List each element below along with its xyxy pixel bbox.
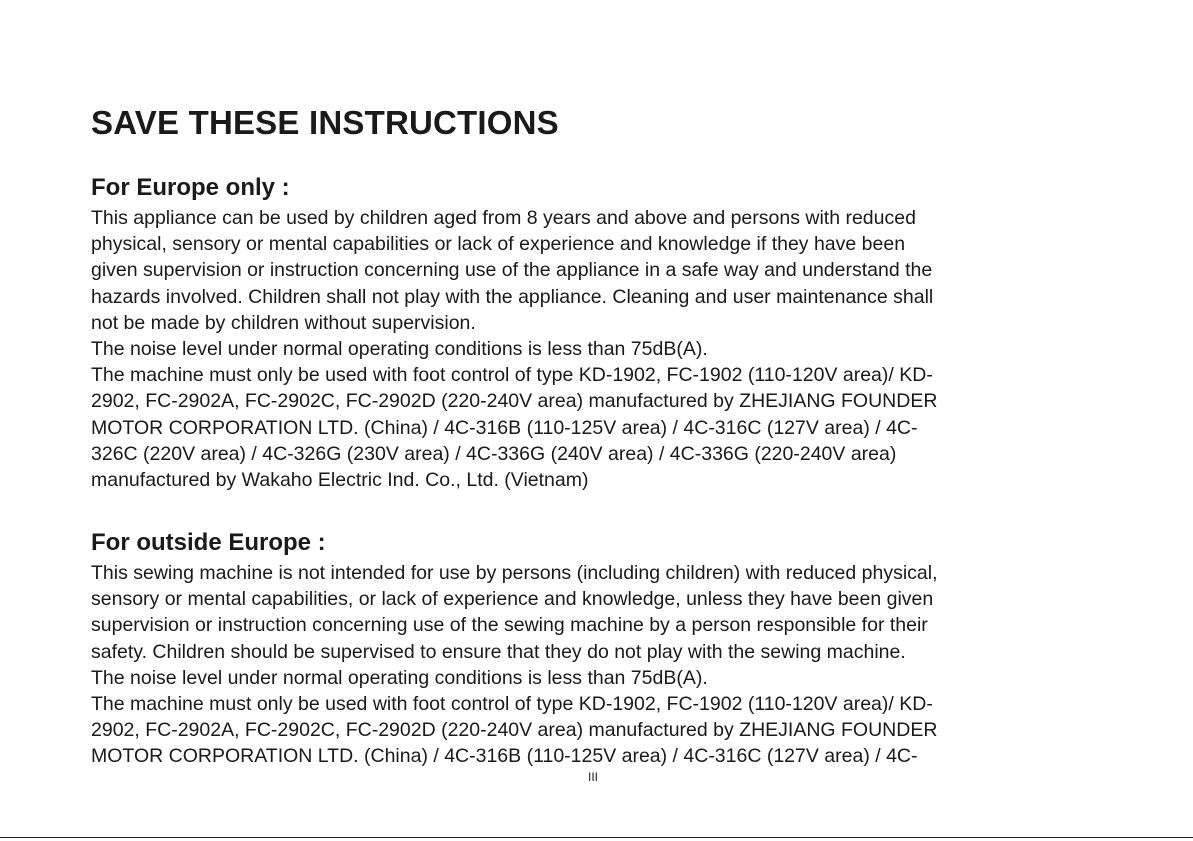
bottom-divider	[0, 837, 1193, 838]
page-number: III	[588, 770, 599, 784]
section-body-europe	[91, 205, 937, 493]
section-heading-europe: For Europe only :	[91, 174, 290, 201]
section-outside-europe	[91, 528, 938, 770]
body-line: The machine must only be used with foot control of type KD-1902, FC-1902 (110-120V area)/ KD-	[91, 364, 933, 387]
body-line: physical, sensory or mental capabilities or lack of experience and knowledge if they have been	[91, 233, 906, 256]
body-line: MOTOR CORPORATION LTD. (China) / 4C-316B (110-125V area) / 4C-316C (127V area) / 4C-	[91, 745, 918, 768]
body-line: given supervision or instruction concerning use of the appliance in a safe way and understand the	[91, 259, 933, 282]
body-line: 2902, FC-2902A, FC-2902C, FC-2902D (220-240V area) manufactured by ZHEJIANG FOUNDER	[91, 719, 938, 742]
body-line: MOTOR CORPORATION LTD. (China) / 4C-316B (110-125V area) / 4C-316C (127V area) / 4C-	[91, 416, 918, 439]
body-line: This appliance can be used by children aged from 8 years and above and persons with reduced	[91, 207, 916, 229]
page-title: SAVE THESE INSTRUCTIONS	[91, 104, 559, 141]
body-line: hazards involved. Children shall not play with the appliance. Cleaning and user maintenance shall	[91, 285, 934, 308]
body-line: not be made by children without supervision.	[91, 311, 476, 334]
body-line: manufactured by Wakaho Electric Ind. Co., Ltd. (Vietnam)	[91, 468, 589, 491]
body-line: 326C (220V area) / 4C-326G (230V area) / 4C-336G (240V area) / 4C-336G (220-240V area)	[91, 442, 897, 465]
body-line: The noise level under normal operating conditions is less than 75dB(A).	[91, 666, 708, 689]
body-line: supervision or instruction concerning use of the sewing machine by a person responsible for their	[91, 614, 928, 637]
body-line: safety. Children should be supervised to ensure that they do not play with the sewing machine.	[91, 640, 906, 663]
body-line: The machine must only be used with foot control of type KD-1902, FC-1902 (110-120V area)/ KD-	[91, 692, 933, 715]
section-body-outside-europe	[91, 560, 938, 770]
section-europe-only	[91, 173, 937, 493]
body-line: The noise level under normal operating conditions is less than 75dB(A).	[91, 337, 708, 360]
body-line: This sewing machine is not intended for use by persons (including children) with reduced physical,	[91, 562, 938, 584]
section-heading-outside-europe: For outside Europe :	[91, 529, 326, 556]
body-line: 2902, FC-2902A, FC-2902C, FC-2902D (220-240V area) manufactured by ZHEJIANG FOUNDER	[91, 390, 938, 413]
body-line: sensory or mental capabilities, or lack of experience and knowledge, unless they have been given	[91, 588, 934, 611]
